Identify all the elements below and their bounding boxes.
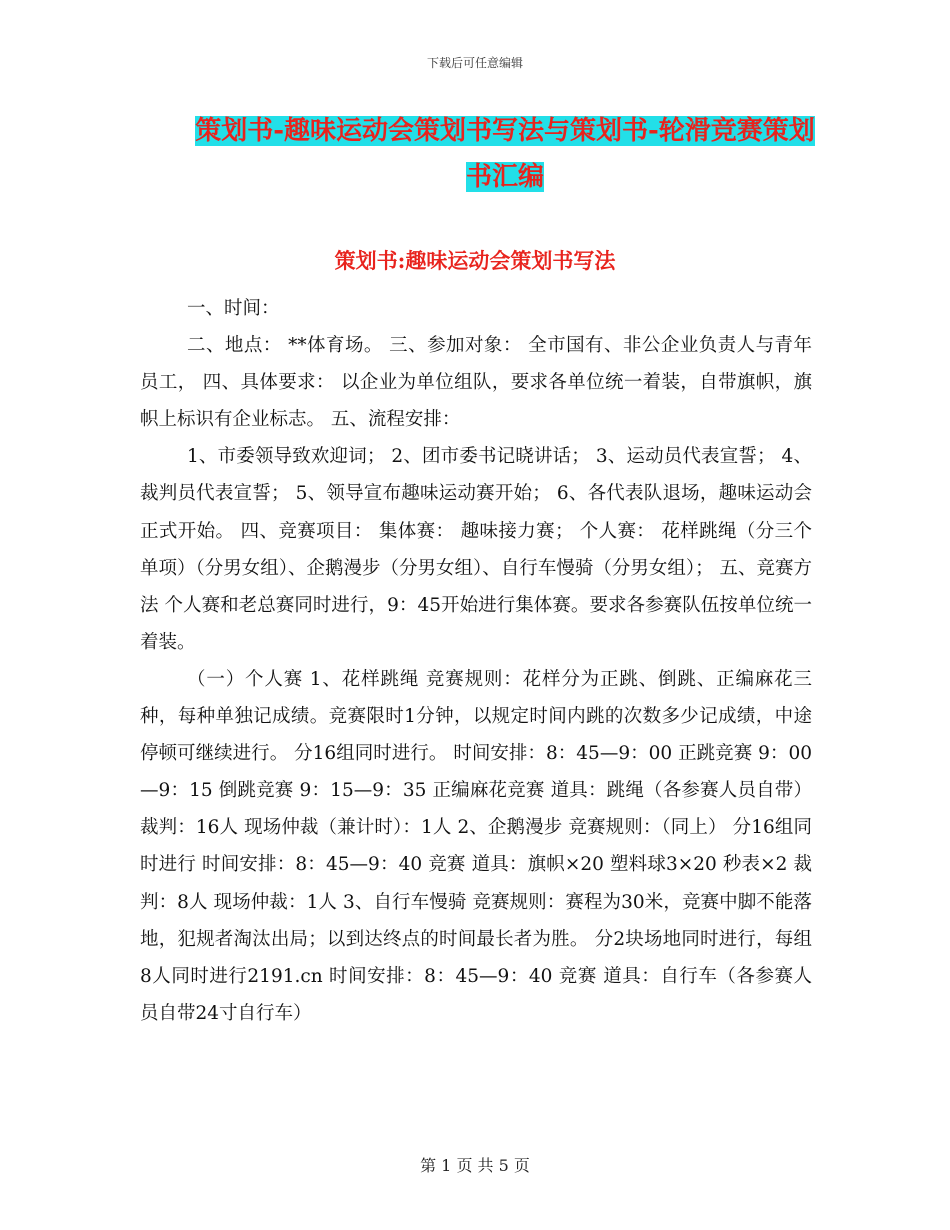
paragraph-time: 一、时间： [187, 298, 280, 319]
document-title [195, 108, 815, 200]
document-body [140, 290, 812, 1032]
paragraph-individual-events: （一）个人赛 1、花样跳绳 竞赛规则：花样分为正跳、倒跳、正编麻花三种，每种单独记成绩。竞赛限时1分钟，以规定时间内跳的次数多少记成绩，中途停顿可继续进行。 分16组同时进行。 时间安排：8：45—9：00 正跳竞赛 9：00—9：15 倒跳竞赛 9：15—9：35 正编麻花竞赛 道具：跳绳（各参赛人员自带） 裁判：16人 现场仲裁（兼计时）：1人 2、企鹅漫步 竞赛规则：（同上） 分16组同时进行 时间安排：8：45—9：40 竞赛 道具：旗帜×20 塑料球3×20 秒表×2 裁判：8人 现场仲裁：1人 3、自行车慢骑 竞赛规则：赛程为30米，竞赛中脚不能落地，犯规者淘汰出局；以到达终点的时间最长者为胜。 分2块场地同时进行，每组8人同时进行2191.cn 时间安排：8：45—9：40 竞赛 道具：自行车（各参赛人员自带24寸自行车） [140, 668, 812, 1024]
section-title: 策划书:趣味运动会策划书写法 [334, 248, 616, 273]
paragraph-procedure-events: 1、市委领导致欢迎词； 2、团市委书记晓讲话； 3、运动员代表宣誓； 4、裁判员代表宣誓； 5、领导宣布趣味运动赛开始； 6、各代表队退场，趣味运动会正式开始。 四、竞赛项目： 集体赛： 趣味接力赛； 个人赛： 花样跳绳（分三个单项）（分男女组）、企鹅漫步（分男女组）、自行车慢骑（分男女组）； 五、竞赛方法 个人赛和老总赛同时进行，9：45开始进行集体赛。要求各参赛队伍按单位统一着装。 [140, 446, 812, 653]
header-note: 下载后可任意编辑 [426, 56, 523, 70]
page-number: 第 1 页 共 5 页 [420, 1156, 530, 1175]
document-title-text: 策划书-趣味运动会策划书写法与策划书-轮滑竞赛策划书汇编 [195, 116, 815, 192]
paragraph-location-participants: 二、地点： **体育场。 三、参加对象： 全市国有、非公企业负责人与青年员工， 四、具体要求： 以企业为单位组队，要求各单位统一着装，自带旗帜，旗帜上标识有企业标志。 五、流程安排： [140, 335, 812, 431]
